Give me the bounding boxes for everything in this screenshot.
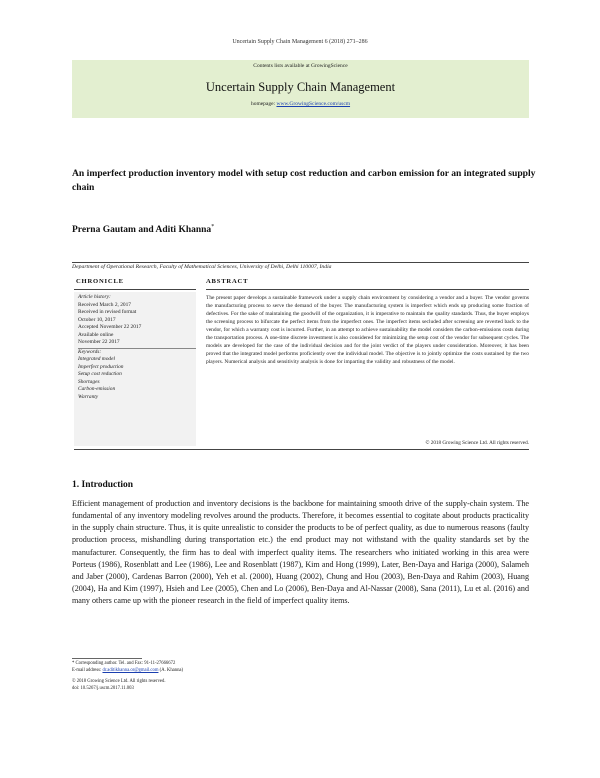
- email-note: [72, 668, 183, 673]
- running-head: Uncertain Supply Chain Management 6 (2018) 271–286: [232, 39, 368, 45]
- introduction-paragraph: Efficient management of production and inventory decisions is the backbone for maintaining smooth drive of the supply-chain system. The fundamental of any inventory modeling revolves around the products. Therefore, it becomes essential to cogitate about products practicality in the supply chain structure. Thus, it is quite unrealistic to consider the products to be of perfect quality, as due to numerous reasons (faulty production process, mishandling during transportation etc.) the end product may not withstand with the quality standards set by the manufacturer. Consequently, the firm has to deal with imperfect quality items. The researchers who initiated working in this area were Porteus (1986), Rosenblatt and Lee (1986), Lee and Rosenblatt (1987), Kim and Hong (1999), Later, Ben-Daya and Hariga (2000), Salameh and Jaber (2000), Cardenas Barron (2000), Yeh et al. (2000), Huang (2002), Chung and Hou (2003), Ben-Daya and Rahim (2003), Huang (2004), Ha and Kim (1997), Hsieh and Lee (2005), Chen and Lo (2006), Ben-Daya and Al-Nassar (2008), Sana (2011), Lu et al. (2016) and many others came up with the pioneer research in the field of imperfect quality items.: [72, 499, 529, 606]
- contents-availability-line: Contents lists available at GrowingScience: [253, 63, 348, 69]
- doi[interactable]: doi: 10.5267/j.uscm.2017.11.003: [72, 686, 134, 691]
- chronicle-content: [78, 294, 196, 401]
- history-line: Received March 2, 2017: [78, 301, 131, 308]
- introduction-heading: 1. Introduction: [72, 480, 134, 490]
- affiliation: Department of Operational Research, Faculty of Mathematical Sciences, University of Delhi, Delhi 110007, India: [72, 264, 332, 270]
- email-label: E-mail address:: [72, 668, 102, 673]
- keyword-item: Setup cost reduction: [78, 371, 122, 377]
- author-list: [72, 224, 214, 235]
- article-title: An imperfect production inventory model with setup cost reduction and carbon emission for an integrated supply chain: [72, 168, 536, 193]
- keyword-item: Shortages: [78, 378, 100, 385]
- history-line: Accepted November 22 2017: [78, 324, 142, 330]
- corresponding-author-mark: *: [211, 224, 215, 230]
- abstract-bottom-rule: [74, 449, 529, 450]
- abstract-heading: ABSTRACT: [206, 278, 249, 285]
- abstract-rule: [206, 289, 529, 290]
- chronicle-heading: CHRONICLE: [76, 278, 124, 285]
- affiliation-top-rule: [72, 262, 529, 263]
- journal-title: Uncertain Supply Chain Management: [205, 80, 396, 94]
- keyword-item: Carbon-emission: [78, 386, 116, 392]
- history-line: October 10, 2017: [78, 316, 116, 323]
- footnote-rule: [72, 658, 142, 659]
- email-link[interactable]: dr.aditikhanna.or@gmail.com: [102, 668, 159, 673]
- journal-homepage: [72, 101, 529, 107]
- email-name: (A. Khanna): [159, 668, 184, 673]
- history-line: Available online: [78, 331, 114, 338]
- keyword-item: Imperfect production: [78, 363, 124, 370]
- homepage-label: homepage:: [250, 101, 276, 107]
- corresponding-author-note: * Corresponding author. Tel. and Fax: 91-11-27666672: [72, 661, 176, 666]
- publisher-copyright: © 2018 Growing Science Ltd. All rights reserved.: [72, 679, 166, 684]
- chronicle-rule: [74, 289, 196, 290]
- abstract-copyright: © 2018 Growing Science Ltd. All rights reserved.: [425, 440, 529, 446]
- abstract-text: The present paper develops a sustainable framework under a supply chain environment by considering a vendor and a buyer. The vendor governs the manufacturing process to serve the demand of the buyer. The manufacturing system is imperfect which ends up producing some fraction of defectives. For the sake of maintaining the goodwill of the organization, it is imperative to maintain the quality standards. Thus, the buyer employs the screening process to bifurcate the perfect items from the imperfect ones. The imperfect items secluded after screening are reverted back to the vendor, for which a warranty cost is incurred. Further, in an attempt to achieve sustainability the model considers the carbon-emissions costs during the transportation process. A one-time discrete investment is also considered for minimizing the setup cost of the vendor for subsequent cycles. The models are developed for the case of the individual decision and for the joint verdict of the players under consideration. Moreover, it has been proved that the integrated model performs proficiently over the individual model. The objective is to jointly optimize the costs sustained by the two players. Numerical analysis and sensitivity analysis is done for imparting the validity and robustness of the model.: [206, 295, 529, 366]
- history-line: November 22 2017: [78, 339, 120, 345]
- keyword-item: Integrated model: [78, 356, 115, 362]
- keywords-label: Keywords:: [78, 348, 102, 355]
- article-history-label: Article history:: [78, 294, 111, 300]
- authors-text: Prerna Gautam and Aditi Khanna: [72, 225, 212, 235]
- history-line: Received in revised format: [78, 309, 137, 315]
- keyword-item: Warranty: [78, 393, 99, 400]
- homepage-link[interactable]: www.GrowingScience.com/uscm: [276, 101, 351, 107]
